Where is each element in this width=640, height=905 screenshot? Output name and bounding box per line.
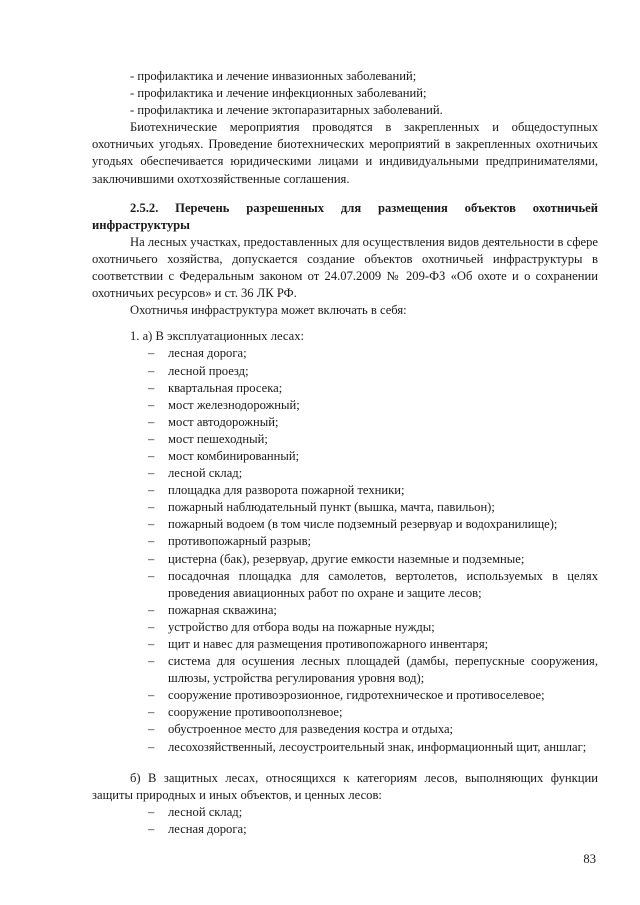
list-item: – лесная дорога; [148,345,598,362]
list-item: – лесной проезд; [148,363,598,380]
page-number: 83 [583,852,596,866]
list-item: – мост комбинированный; [148,448,598,465]
list-item: – мост автодорожный; [148,414,598,431]
forest-paragraph: На лесных участках, предоставленных для осуществления видов деятельности в сфере охотничьего хозяйства, допускается создание объектов охотничьей инфраструктуры в соответствии с Федеральным законом от 24.07.2009 № 209-ФЗ «Об охоте и о сохранении охотничьих ресурсов» и ст. 36 ЛК РФ. [92,234,598,301]
list-item: – пожарный наблюдательный пункт (вышка, мачта, павильон); [148,499,598,516]
intro-bullet: - профилактика и лечение инфекционных заболеваний; [130,86,427,101]
list-item: – пожарный водоем (в том числе подземный резервуар и водохранилище); [148,516,598,533]
section-a-list [92,345,598,755]
list-item: – цистерна (бак), резервуар, другие емкости наземные и подземные; [148,551,598,568]
list-item: – обустроенное место для разведения костра и отдыха; [148,721,598,738]
section-b-paragraph: б) В защитных лесах, относящихся к категориям лесов, выполняющих функции защиты природных и иных объектов, и ценных лесов: [92,770,598,802]
list-item: – щит и навес для размещения противопожарного инвентаря; [148,636,598,653]
infra-intro: Охотничья инфраструктура может включать в себя: [130,303,407,318]
list-item: – квартальная просека; [148,380,598,397]
section-b-list [92,804,598,838]
list-item: – сооружение противоэрозионное, гидротехническое и противоселевое; [148,687,598,704]
list-item: – посадочная площадка для самолетов, вертолетов, используемых в целях проведения авиационных работ по охране и защите лесов; [148,568,598,602]
list-item: – сооружение противооползневое; [148,704,598,721]
document-page [92,68,598,838]
list-item: – мост пешеходный; [148,431,598,448]
list-item: – лесная дорога; [148,821,598,838]
biotech-paragraph: Биотехнические мероприятия проводятся в закрепленных и общедоступных охотничьих угодьях. Проведение биотехнических мероприятий в закрепленных охотничьих угодьях обеспечивается юридическими лицами и индивидуальными предпринимателями, заключившими охотхозяйственные соглашения. [92,120,598,186]
list-item: – противопожарный разрыв; [148,533,598,550]
list-item: – мост железнодорожный; [148,397,598,414]
list-item: – лесной склад; [148,804,598,821]
section-a-title: 1. а) В эксплуатационных лесах: [130,329,305,344]
list-item: – лесной склад; [148,465,598,482]
list-item: – устройство для отбора воды на пожарные нужды; [148,619,598,636]
list-item: – лесохозяйственный, лесоустроительный знак, информационный щит, аншлаг; [148,739,598,756]
intro-bullet: - профилактика и лечение инвазионных заболеваний; [130,69,417,83]
list-item: – пожарная скважина; [148,602,598,619]
intro-bullet-list [92,68,598,119]
list-item: – площадка для разворота пожарной техники; [148,482,598,499]
intro-bullet: - профилактика и лечение эктопаразитарных заболеваний. [130,103,443,118]
section-heading: 2.5.2. Перечень разрешенных для размещения объектов охотничьей инфраструктуры [92,200,598,232]
list-item: – система для осушения лесных площадей (дамбы, перепускные сооружения, шлюзы, устройства регулирования уровня вод); [148,653,598,687]
